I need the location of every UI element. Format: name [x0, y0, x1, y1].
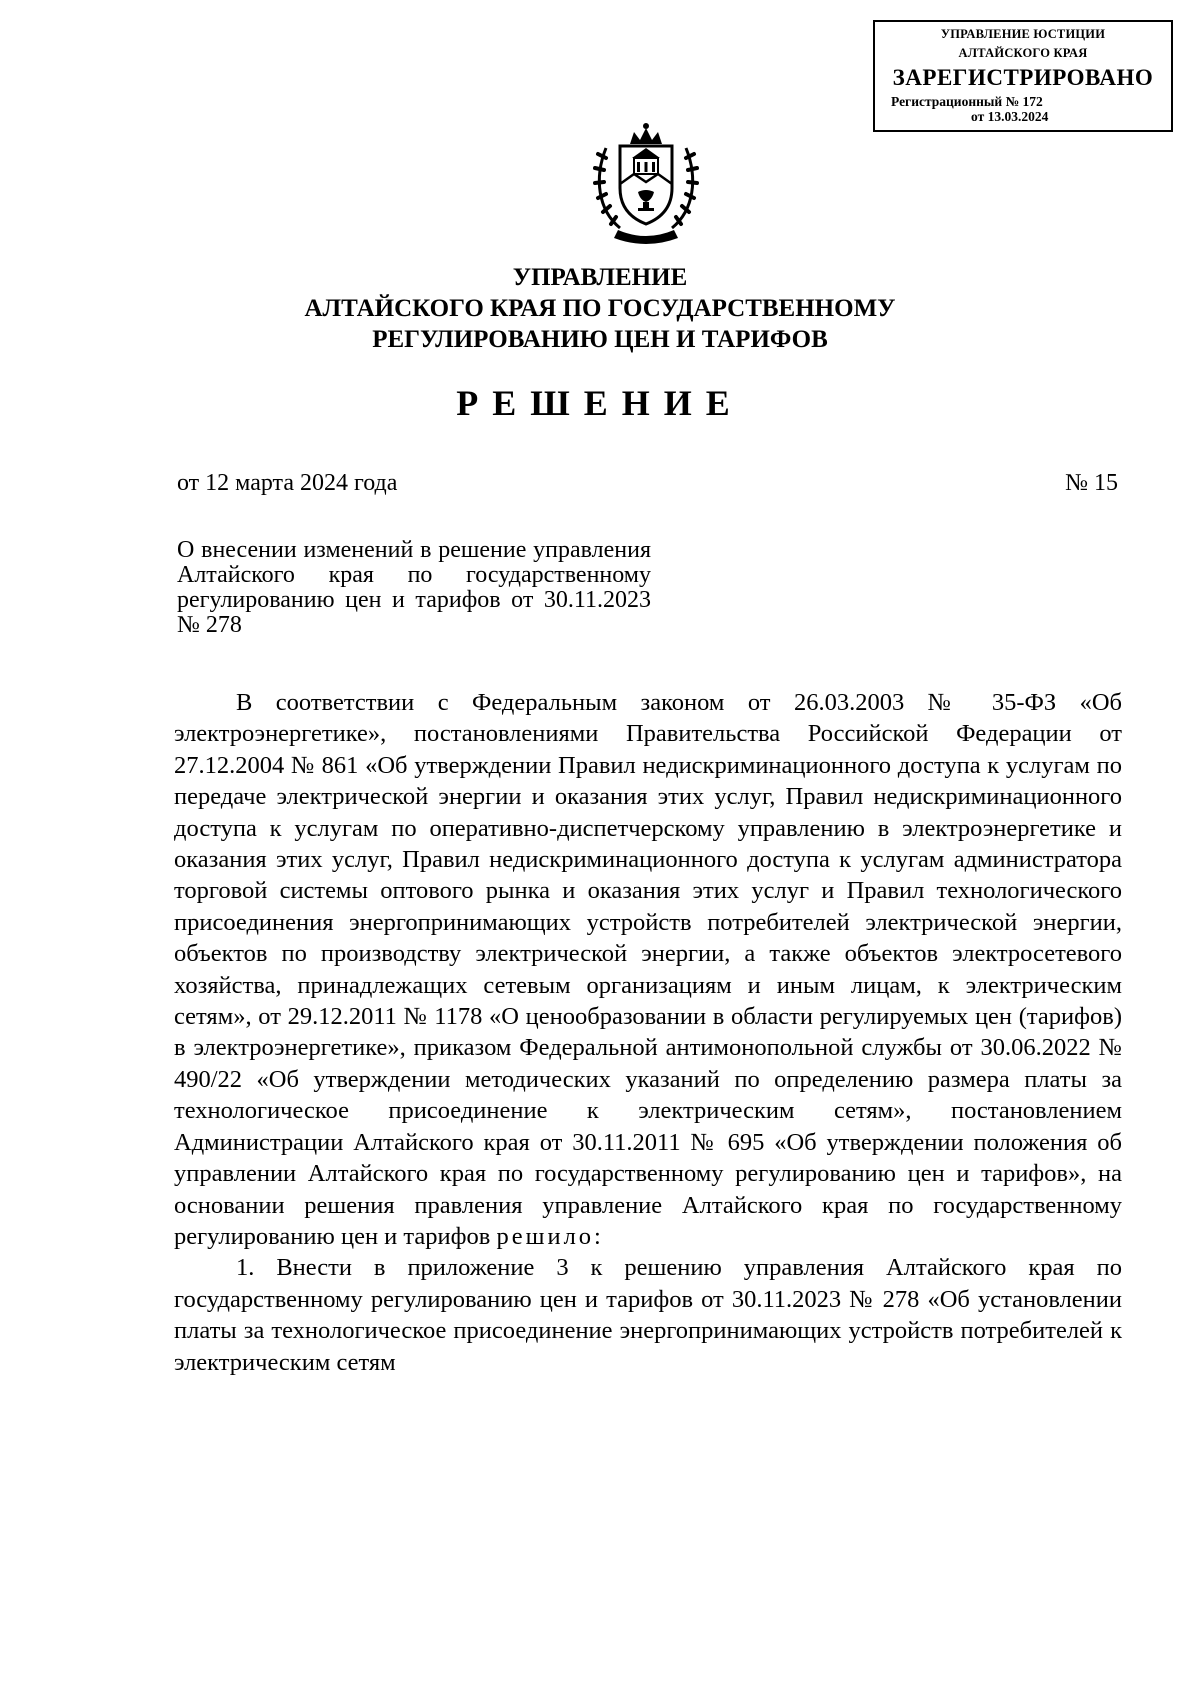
- stamp-org-line: АЛТАЙСКОГО КРАЯ: [958, 46, 1088, 60]
- altai-krai-coat-of-arms-icon: [590, 118, 702, 250]
- document-body: [174, 687, 1122, 1378]
- agency-line: РЕГУЛИРОВАНИЮ ЦЕН И ТАРИФОВ: [372, 326, 828, 353]
- stamp-reg-date: от 13.03.2024: [971, 109, 1049, 124]
- issuing-agency: [200, 262, 1000, 355]
- agency-line: АЛТАЙСКОГО КРАЯ ПО ГОСУДАРСТВЕННОМУ: [304, 295, 896, 322]
- registration-stamp: [873, 20, 1173, 132]
- stamp-reg-number: Регистрационный № 172: [891, 94, 1043, 109]
- body-paragraph: [174, 687, 1122, 1252]
- stamp-org-line: УПРАВЛЕНИЕ ЮСТИЦИИ: [940, 27, 1106, 41]
- document-date: от 12 марта 2024 года: [177, 470, 398, 496]
- document-type-title: РЕШЕНИЕ: [456, 383, 744, 423]
- document-subject: О внесении изменений в решение управления Алтайского края по государственному регулированию цен и тарифов от 30.11.2023 № 278: [177, 537, 651, 638]
- document-number: № 15: [1065, 470, 1118, 496]
- paragraph-text: В соответствии с Федеральным законом от 26.03.2003 № 35-ФЗ «Об электроэнергетике», постановлениями Правительства Российской Федерации от 27.12.2004 № 861 «Об утверждении Правил недискриминационного доступа к услугам по передаче электрической энергии и оказания этих услуг, Правил недискриминационного доступа к услугам по оперативно-диспетчерскому управлению в электроэнергетике и оказания этих услуг, Правил недискриминационного доступа к услугам администратора торговой системы оптового рынка и оказания этих услуг и Правил технологического присоединения энергопринимающих устройств потребителей электрической энергии, объектов по производству электрической энергии, а также объектов электросетевого хозяйства, принадлежащих сетевым организациям и иным лицам, к электрическим сетям», от 29.12.2011 № 1178 «О ценообразовании в области регулируемых цен (тарифов) в электроэнергетике», приказом Федеральной антимонопольной службы от 30.06.2022 № 490/22 «Об утверждении методических указаний по определению размера платы за технологическое присоединение к электрическим сетям», постановлением Администрации Алтайского края от 30.11.2011 № 695 «Об утверждении положения об управлении Алтайского края по государственному регулированию цен и тарифов», на основании решения правления управление Алтайского края по государственному регулированию цен и тарифов: [174, 689, 1122, 1250]
- decision-word: решило:: [496, 1222, 604, 1250]
- agency-line: УПРАВЛЕНИЕ: [512, 264, 688, 291]
- stamp-status: ЗАРЕГИСТРИРОВАНО: [892, 65, 1154, 90]
- body-paragraph: 1. Внести в приложение 3 к решению управления Алтайского края по государственному регулированию цен и тарифов от 30.11.2023 № 278 «Об установлении платы за технологическое присоединение энергопринимающих устройств потребителей к электрическим сетям: [174, 1254, 1122, 1376]
